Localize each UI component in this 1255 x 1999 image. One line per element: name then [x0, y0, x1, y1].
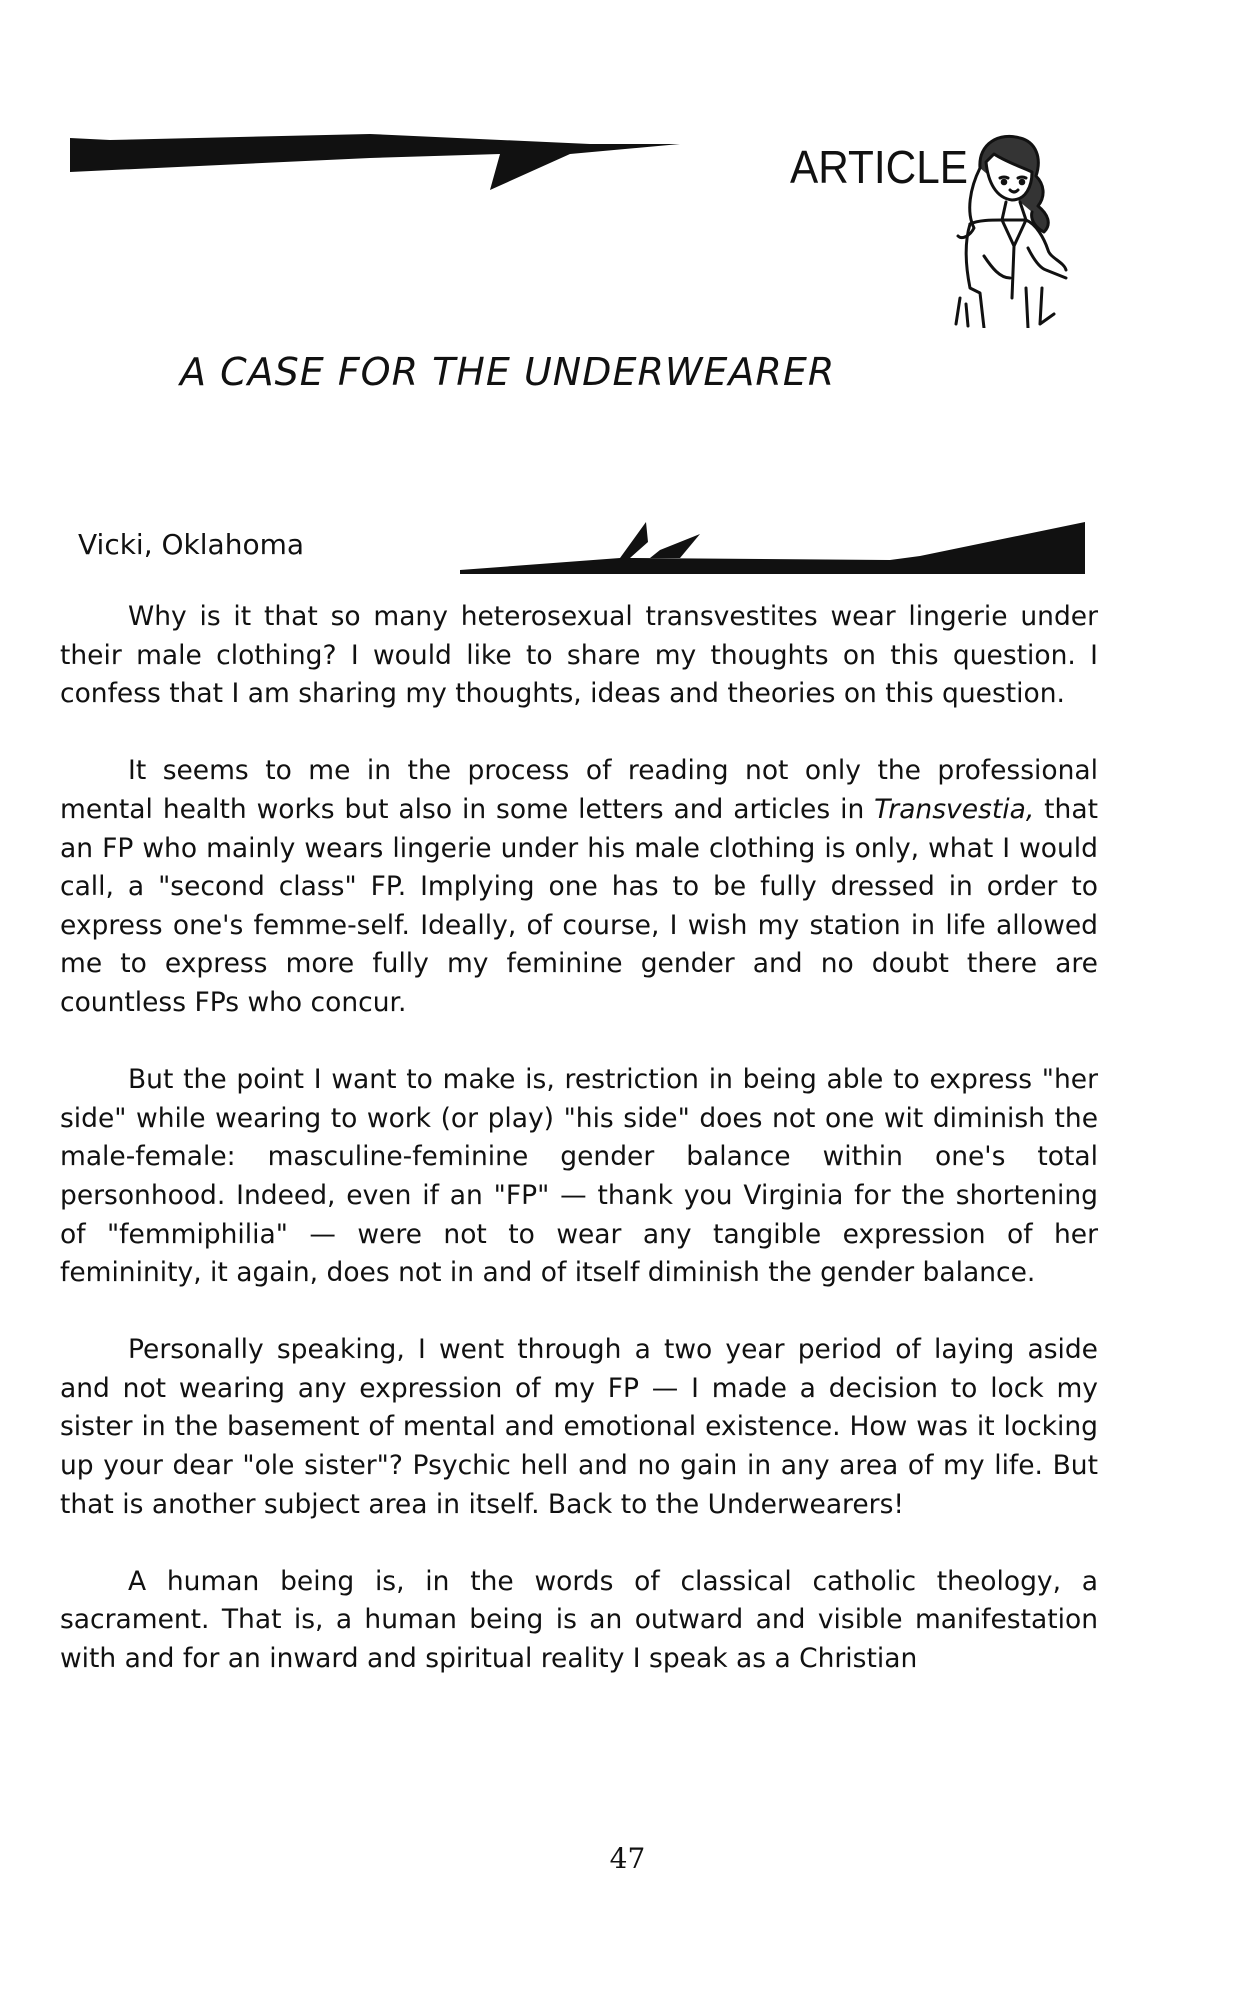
- article-title: A CASE FOR THE UNDERWEARER: [180, 350, 836, 394]
- paragraph-3-text: But the point I want to make is, restriction in being able to express "her side" while wearing to work (or play) "his side" does not one wit diminish the male-female: masculine-feminine gender balance within one's total personhood. Indeed, even if an "FP" — thank you Virginia for the shortening of "femmiphilia" — were not to wear any tangible expression of her femininity, it again, does not in and of itself diminish the gender balance.: [60, 1064, 1098, 1289]
- paragraph-5-text: A human being is, in the words of classical catholic theology, a sacrament. That is, a human being is an outward and visible manifestation with and for an inward and spiritual reality I speak as a Christian: [60, 1565, 1098, 1675]
- decorative-banner-top: [70, 130, 690, 200]
- publication-title: Transvestia,: [874, 793, 1035, 825]
- paragraph-1-text: Why is it that so many heterosexual transvestites wear lingerie under their male clothing? I would like to share my thoughts on this question. I confess that I am sharing my thoughts, ideas and theories on this question.: [60, 601, 1098, 710]
- article-body: [60, 598, 1098, 1679]
- paragraph-2-text-start: It seems to me in the process of reading not only the professional mental health works but also in some letters and articles in: [60, 755, 1098, 825]
- article-byline: Vicki, Oklahoma: [78, 528, 305, 561]
- paragraph-5: [60, 1563, 1098, 1679]
- paragraph-2: [60, 752, 1098, 1022]
- girl-illustration: [940, 128, 1070, 328]
- section-label: ARTICLE: [790, 141, 968, 193]
- paragraph-4: [60, 1331, 1098, 1524]
- paragraph-4-text: Personally speaking, I went through a two year period of laying aside and not wearing any expression of my FP — I made a decision to lock my sister in the basement of mental and emotional existence. How was it locking up your dear "ole sister"? Psychic hell and no gain in any area of my life. But that is another subject area in itself. Back to the Underwearers!: [60, 1334, 1098, 1520]
- page-number: 47: [609, 1842, 646, 1875]
- paragraph-1: [60, 598, 1098, 714]
- decorative-banner-bottom: [460, 518, 1085, 576]
- paragraph-2-text-end: that an FP who mainly wears lingerie under his male clothing is only, what I would call, a "second class" FP. Implying one has to be fully dressed in order to express one's femme-self. Ideally, of course, I wish my station in life allowed me to express more fully my feminine gender and no doubt there are countless FPs who concur.: [60, 793, 1098, 1018]
- paragraph-3: [60, 1061, 1098, 1293]
